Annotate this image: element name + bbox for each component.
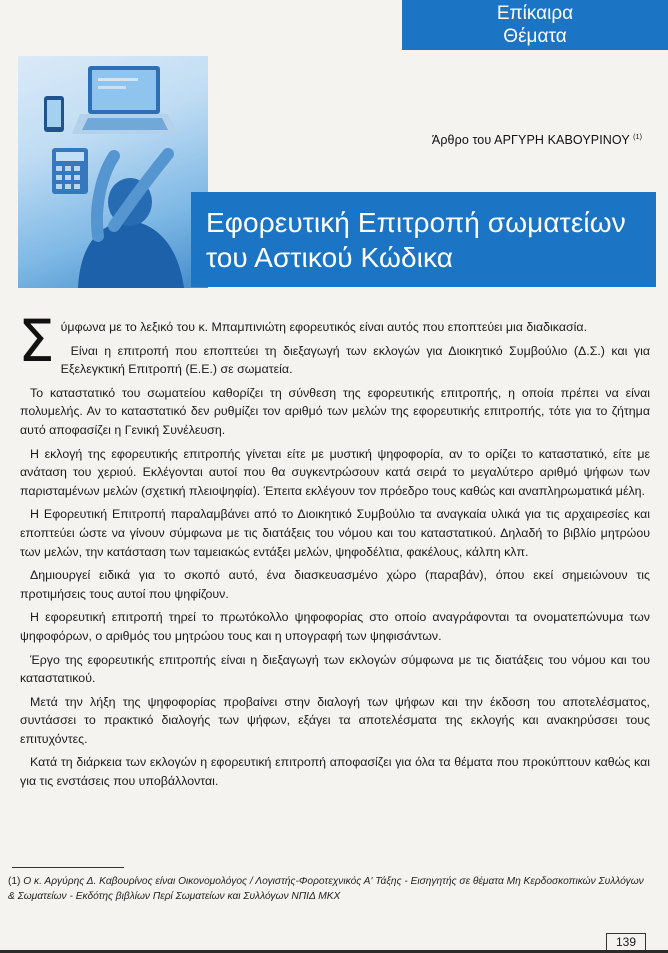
title-line1: Εφορευτική Επιτροπή σωματείων xyxy=(206,207,626,238)
paragraph: Κατά τη διάρκεια των εκλογών η εφορευτική επιτροπή αποφασίζει για όλα τα θέματα που προκύπτουν καθώς και για τις ενστάσεις που υποβάλλονται. xyxy=(20,755,650,789)
paragraph: Η εκλογή της εφορευτικής επιτροπής γίνεται είτε με μυστική ψηφοφορία, αν το ορίζει το καταστατικό, είτε με ανάταση του χεριού. Εκλέγονται αυτοί που θα συγκεντρώσουν κατά σειρά το μεγαλύτερο αριθμό ψήφων των παρισταμένων μελών (σχετική πλειοψηφία). Έπειτα εκλέγουν τον πρόεδρο τους καθώς και αναπληρωματικά μέλη. xyxy=(20,446,650,498)
hero-image xyxy=(18,56,208,288)
section-tab-line2: Θέματα xyxy=(503,26,567,47)
footnote-mark: (1) xyxy=(8,876,21,887)
title-line2: του Αστικού Κώδικα xyxy=(206,242,453,273)
paragraph: Σύμφωνα με το λεξικό του κ. Μπαμπινιώτη εφορευτικός είναι αυτός που εποπτεύει μια διαδικασία. xyxy=(18,307,588,375)
drop-cap: Σ xyxy=(18,307,55,375)
paragraph: Έργο της εφορευτικής επιτροπής είναι η διεξαγωγή των εκλογών σύμφωνα με τις διατάξεις του νόμου και του καταστατικού. xyxy=(20,652,650,686)
desk-illustration xyxy=(18,56,208,288)
byline xyxy=(432,133,642,147)
page-number: 139 xyxy=(606,933,646,951)
paragraph: Το καταστατικό του σωματείου καθορίζει τη σύνθεση της εφορευτικής επιτροπής, η οποία πρέπει να είναι πολυμελής. Αν το καταστατικό δεν ρυθμίζει τον αριθμό των μελών της εφορευτικής επιτροπής, τότε για το ζήτημα αυτό αποφασίζει η Γενική Συνέλευση. xyxy=(20,385,650,437)
footnote-text: Ο κ. Αργύρης Δ. Καβουρίνος είναι Οικονομολόγος / Λογιστής-Φοροτεχνικός Α' Τάξης - Εισηγητής σε θέματα Μη Κερδοσκοπικών Συλλόγων & Σωματείων - Εκδότης βιβλίων Περί Σωματείων και Συλλόγων ΝΠΙΔ ΜΚΧ xyxy=(8,876,644,902)
byline-text: Άρθρο του ΑΡΓΥΡΗ ΚΑΒΟΥΡΙΝΟΥ xyxy=(431,133,630,147)
section-tab xyxy=(402,0,668,50)
footnote xyxy=(8,875,648,904)
byline-note: (1) xyxy=(633,133,642,141)
article-title xyxy=(191,192,656,287)
paragraph: Δημιουργεί ειδικά για το σκοπό αυτό, ένα διασκευασμένο χώρο (παραβάν), όπου εκεί σημειώνουν τις προτιμήσεις τους αυτοί που ψηφίζουν. xyxy=(20,568,650,601)
article-body xyxy=(18,307,650,796)
section-tab-line1: Επίκαιρα xyxy=(496,3,574,24)
paragraph: Η εφορευτική επιτροπή τηρεί το πρωτόκολλο ψηφοφορίας στο οποίο αναγράφονται τα ονοματεπώνυμα των ψηφοφόρων, ο αριθμός του μητρώου τους και η υπογραφή των ψηφισάντων. xyxy=(20,610,650,643)
paragraph: Είναι η επιτροπή που εποπτεύει τη διεξαγωγή των εκλογών για Διοικητικό Συμβούλιο (Δ.Σ.) και για Εξελεγκτική Επιτροπή (Ε.Ε.) σε σωματεία. xyxy=(60,343,650,377)
footnote-divider xyxy=(12,867,124,868)
paragraph: Μετά την λήξη της ψηφοφορίας προβαίνει στην διαλογή των ψήφων και την έκδοση του αποτελέσματος, συντάσσει το πρακτικό διαλογής των ψήφων, εξάγει τα αποτελέσματα της εκλογής και ανακηρύσσει τους επιτυχόντες. xyxy=(20,694,650,746)
paragraph: Η Εφορευτική Επιτροπή παραλαμβάνει από το Διοικητικό Συμβούλιο τα αναγκαία υλικά για τις αρχαιρεσίες και εποπτεύει ώστε να γίνουν σύμφωνα με τις διατάξεις του νόμου και του καταστατικού. Δηλαδή το βιβλίο μητρώου των μελών, την κατάσταση των ταμειακώς εντάξει μελών, ψηφοδέλτια, φακέλους, κάλπη κλπ. xyxy=(20,507,650,559)
